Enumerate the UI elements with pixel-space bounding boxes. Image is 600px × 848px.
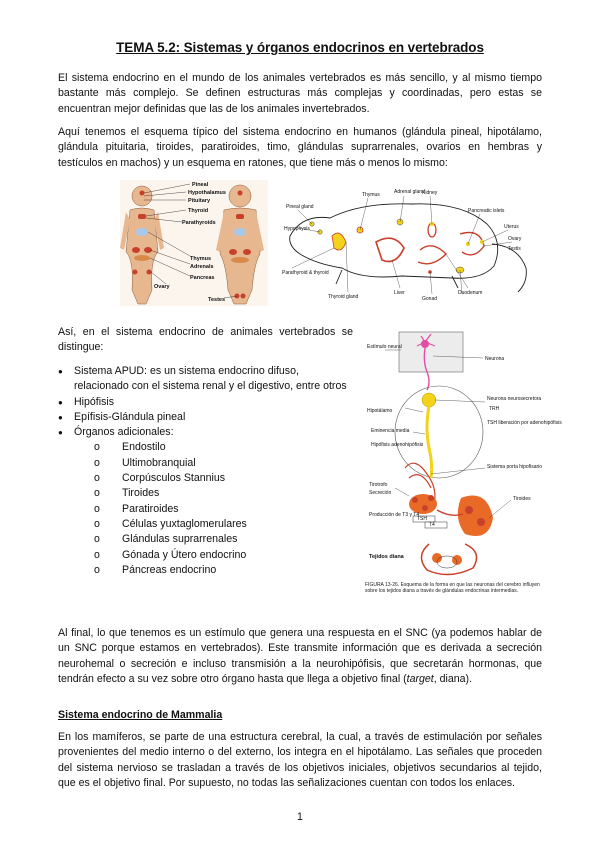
label-thyroid-gland: Thyroid gland xyxy=(328,294,359,300)
intro-paragraph: El sistema endocrino en el mundo de los animales vertebrados es más sencillo, y al mismo tiempo bastante más complejo. Se definen estructuras más complejas y coordinadas, pero estas se encuentran mejor definidas que las de los animales invertebrados. xyxy=(58,72,542,115)
label-tejidos-diana: Tejidos diana xyxy=(369,554,404,560)
sub-list-item: o Corpúsculos Stannius xyxy=(58,471,348,486)
list-item: ● Órganos adicionales: xyxy=(58,425,348,440)
sub-list-item: o Gónada y Útero endocrino xyxy=(58,548,348,563)
label-hypothalamus: Hypothalamus xyxy=(188,190,226,196)
sub-list-item: o Glándulas suprarrenales xyxy=(58,532,348,547)
figure-caption: FIGURA 13-26. Esquema de la forma en que las neuronas del cerebro influyen sobre los tejidos diana a través de glándulas endocrinas intermedias. xyxy=(365,582,540,594)
section-heading: Sistema endocrino de Mammalia xyxy=(58,709,223,721)
page-title: TEMA 5.2: Sistemas y órganos endocrinos en vertebrados xyxy=(116,40,484,55)
label-secrecion: Secreción xyxy=(369,490,392,496)
label-estimulo-neural: Estímulo neural xyxy=(367,344,402,350)
label-ovary: Ovary xyxy=(154,284,170,290)
sub-list-item: o Células yuxtaglomerulares xyxy=(58,517,348,532)
pituitary-cells xyxy=(409,494,437,514)
label-hipofisis: Hipófisis adenohipófisis xyxy=(371,442,424,448)
label-tsh-liberacion: TSH liberación por adenohipófisis xyxy=(487,420,562,426)
label-produccion-t3-t4: Producción de T3 y T4 xyxy=(369,512,420,518)
label-testis: Testis xyxy=(508,246,521,252)
list-item: ● Sistema APUD: es un sistema endocrino difuso, relacionado con el sistema renal y el digestivo, entre otros xyxy=(58,364,348,395)
label-tiroides: Tiroides xyxy=(513,496,531,502)
label-pineal-gland: Pineal gland xyxy=(286,204,314,210)
sub-list-item: o Páncreas endocrino xyxy=(58,563,348,578)
label-parathyroids: Parathyroids xyxy=(182,220,216,226)
label-pineal: Pineal xyxy=(192,182,209,188)
label-pancreatic-islets: Pancreatic islets xyxy=(468,208,505,214)
mammalia-paragraph: En los mamíferos, se parte de una estructura cerebral, la cual, a través de estimulación por señales provenientes del medio interno o del externo, los integra en el hipotálamo. Las señales que proceden del sistema nervioso se trasladan a través de los objetivos iniciales, objetivos secundarios al tejido, que es el objetivo final. Por supuesto, no todas las señalizaciones cuentan con todos los enlaces. xyxy=(58,731,542,789)
label-t4: T4 xyxy=(429,522,435,528)
label-ovary-mouse: Ovary xyxy=(508,236,522,242)
label-thymus-mouse: Thymus xyxy=(362,192,380,198)
label-neurona: Neurona xyxy=(485,356,505,362)
human-endocrine-figure xyxy=(120,180,268,306)
label-thymus: Thymus xyxy=(190,256,212,262)
label-adrenal-gland: Adrenal gland xyxy=(394,189,425,195)
label-neurona-neurosecretora: Neurona neurosecretora xyxy=(487,396,542,402)
label-pancreas: Pancreas xyxy=(190,275,215,281)
label-trh: TRH xyxy=(489,406,500,412)
label-gonad: Gonad xyxy=(422,296,438,302)
label-parathyroid-thyroid: Parathyroid & thyroid xyxy=(282,270,329,276)
sub-list-item: o Ultimobranquial xyxy=(58,456,348,471)
label-hypophysis: Hypophysis xyxy=(284,226,310,232)
snc-paragraph: Al final, lo que tenemos es un estímulo que genera una respuesta en el SNC (ya podemos hablar de un SNC porque estamos en vertebrados). Este transmite información que es derivada a secreción neurohemal o secreción e incluso transmisión a la neurohipófisis, que secretarán hormonas, que tendrán efecto a su vez sobre otro órgano hasta que llega a objetivo final (target, diana). xyxy=(58,627,542,685)
schema-intro-paragraph: Aquí tenemos el esquema típico del sistema endocrino en humanos (glándula pineal, hipotálamo, glándula pituitaria, tiroides, paratiroides, timo, glándulas suprarrenales, ovarios en hembras y testículos en machos) y un esquema en ratones, que tiene más o menos lo mismo: xyxy=(58,126,542,169)
sub-list-item: o Tiroides xyxy=(58,486,348,501)
label-adrenals: Adrenals xyxy=(190,264,214,270)
label-tsh: TSH xyxy=(417,516,427,522)
label-kidney: Kidney xyxy=(422,190,438,196)
page-number: 1 xyxy=(297,811,303,823)
list-item: ● Hipófisis xyxy=(58,395,348,410)
label-hipotalamo: Hipotálamo xyxy=(367,408,393,414)
label-eminencia-media: Eminencia media xyxy=(371,428,410,434)
distinction-paragraph: Así, en el sistema endocrino de animales vertebrados se distingue: xyxy=(58,326,353,354)
list-item: ● Epífisis-Glándula pineal xyxy=(58,410,348,425)
label-uterus: Uterus xyxy=(504,224,519,230)
label-liver: Liver xyxy=(394,290,405,296)
label-sistema-porta: Sistema porta hipofisario xyxy=(487,464,543,470)
sub-list-item: o Endostilo xyxy=(58,440,348,455)
label-testes: Testes xyxy=(208,297,226,303)
label-duodenum: Duodenum xyxy=(458,290,483,296)
mouse-endocrine-figure xyxy=(282,184,532,302)
label-thyroid: Thyroid xyxy=(188,208,209,214)
label-pituitary: Pituitary xyxy=(188,198,211,204)
sub-list-item: o Paratiroides xyxy=(58,502,348,517)
neuroendocrine-schema-figure xyxy=(365,328,562,608)
label-tirotrofo: Tirotrofo xyxy=(369,482,388,488)
endocrine-list xyxy=(58,364,348,578)
